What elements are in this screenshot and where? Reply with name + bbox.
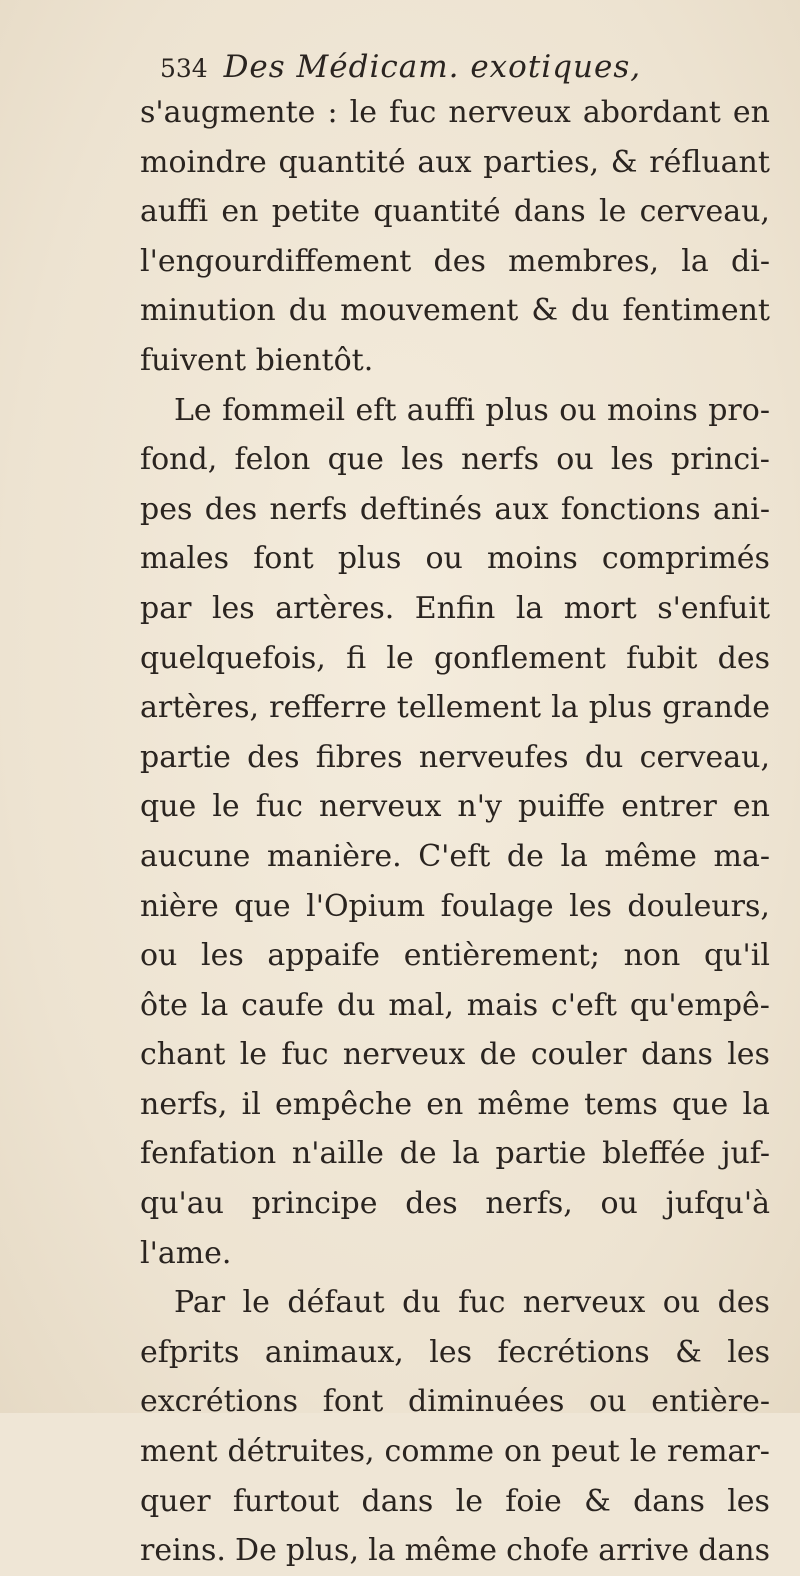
word: ou xyxy=(559,392,597,428)
word: le xyxy=(242,1285,270,1321)
word: Par xyxy=(174,1285,226,1321)
word: C'eft xyxy=(418,838,491,874)
word: fi xyxy=(346,640,367,676)
word: quantité xyxy=(278,144,406,180)
word: manière. xyxy=(266,838,402,874)
word: le xyxy=(212,789,240,825)
word: les xyxy=(401,442,444,478)
word: fommeil xyxy=(222,392,346,428)
word: en xyxy=(221,194,259,230)
word: pro- xyxy=(708,392,770,428)
word: des xyxy=(405,1186,458,1222)
word: moindre xyxy=(140,144,267,180)
word: nerfs xyxy=(461,442,540,478)
word: grande xyxy=(662,690,770,726)
text-line xyxy=(140,733,770,783)
word: di- xyxy=(731,243,770,279)
word: cerveau, xyxy=(639,194,770,230)
word: Enfin xyxy=(414,590,496,626)
word: les xyxy=(569,888,612,924)
text-line xyxy=(140,534,770,584)
word: du xyxy=(571,293,610,329)
word: abordant xyxy=(582,95,721,130)
word: en xyxy=(732,95,770,130)
word: dans xyxy=(633,1483,705,1519)
word: le xyxy=(239,1037,268,1073)
word: foie xyxy=(505,1483,562,1519)
word: quantité xyxy=(373,194,501,230)
word: que xyxy=(327,442,384,478)
word: auffi xyxy=(406,392,475,428)
text-line xyxy=(140,88,770,138)
word: les xyxy=(727,1334,770,1370)
page-number: 534 xyxy=(160,54,208,83)
word: que xyxy=(234,888,291,924)
word: Le xyxy=(174,392,212,428)
text-line xyxy=(140,1129,770,1179)
word: partie xyxy=(140,739,231,775)
word: aux xyxy=(417,144,472,180)
word: remar- xyxy=(667,1434,770,1470)
text-line xyxy=(140,782,770,832)
word: membres, xyxy=(508,243,660,279)
word: ôte xyxy=(140,987,188,1023)
text-line xyxy=(140,1030,770,1080)
text-line xyxy=(140,683,770,733)
word: n'y xyxy=(457,789,502,825)
word: tellement xyxy=(396,690,542,726)
word: détruites, xyxy=(227,1434,375,1470)
word: comme xyxy=(384,1434,495,1470)
text-line xyxy=(140,981,770,1031)
word: la xyxy=(452,1136,480,1172)
word: des xyxy=(717,1285,770,1321)
word: mort xyxy=(563,590,637,626)
word: chofe xyxy=(506,1533,590,1569)
word: le xyxy=(386,640,414,676)
word: les xyxy=(610,442,654,478)
word: l'engourdiffement xyxy=(140,243,412,279)
text-line xyxy=(140,832,770,882)
word: peut xyxy=(551,1434,620,1470)
word: plus xyxy=(485,392,549,428)
word: de xyxy=(479,1037,517,1073)
word: nerfs, xyxy=(140,1086,228,1122)
word: principe xyxy=(251,1186,378,1222)
word: dans xyxy=(361,1483,434,1519)
word: nerveufes xyxy=(418,739,569,775)
text-line xyxy=(140,435,770,485)
word: même xyxy=(404,1533,498,1569)
word: même xyxy=(604,838,697,874)
word: des xyxy=(247,739,300,775)
word: ou xyxy=(556,442,594,478)
word: des xyxy=(717,640,770,676)
word: & xyxy=(531,293,559,329)
running-title: Des Médicam. exotiques, xyxy=(223,49,642,85)
word: diminuées xyxy=(408,1384,565,1420)
word: les xyxy=(727,1483,770,1519)
word: la xyxy=(681,243,709,279)
word: appaife xyxy=(267,938,381,974)
word: font xyxy=(253,541,314,577)
word: & xyxy=(584,1483,611,1519)
word: l'ame. xyxy=(140,1235,232,1271)
word: moins xyxy=(486,541,578,577)
word: artères. xyxy=(275,590,395,626)
word: plus xyxy=(588,690,653,726)
word: les xyxy=(211,590,255,626)
word: les xyxy=(201,938,244,974)
word: des xyxy=(204,491,258,527)
word: cerveau, xyxy=(639,739,770,775)
word: de xyxy=(399,1136,437,1172)
word: males xyxy=(140,541,230,577)
word: empêche xyxy=(275,1086,413,1122)
word: comprimés xyxy=(601,541,770,577)
word: ou xyxy=(140,938,178,974)
word: il xyxy=(241,1086,261,1122)
word: le xyxy=(349,95,378,130)
word: le xyxy=(598,194,627,230)
word: douleurs, xyxy=(627,888,770,924)
word: dans xyxy=(641,1037,713,1073)
word: De xyxy=(235,1533,277,1569)
word: minution xyxy=(140,293,276,329)
word: que xyxy=(671,1086,729,1122)
word: foulage xyxy=(440,888,554,924)
word: que xyxy=(140,789,197,825)
word: reins. xyxy=(140,1533,226,1569)
word: font xyxy=(322,1384,384,1420)
word: animaux, xyxy=(264,1334,404,1370)
text-line xyxy=(140,1526,770,1576)
word: fenfation xyxy=(140,1136,277,1172)
text-line xyxy=(140,584,770,634)
word: quelquefois, xyxy=(140,640,326,676)
word: : xyxy=(327,95,338,130)
word: par xyxy=(140,590,192,626)
text-line xyxy=(140,1080,770,1130)
word: couler xyxy=(530,1037,627,1073)
text-line xyxy=(140,187,770,237)
word: ou xyxy=(425,541,463,577)
word: ou xyxy=(589,1384,627,1420)
word: plus, xyxy=(285,1533,359,1569)
word: & xyxy=(675,1334,702,1370)
word: puiffe xyxy=(518,789,606,825)
word: pes xyxy=(140,491,193,527)
word: chant xyxy=(140,1037,226,1073)
word: princi- xyxy=(670,442,770,478)
word: aucune xyxy=(140,838,251,874)
word: nerveux xyxy=(522,1285,646,1321)
body-text xyxy=(140,88,770,1576)
word: de xyxy=(506,838,544,874)
word: les xyxy=(429,1334,472,1370)
word: entièrement; xyxy=(403,938,600,974)
text-line xyxy=(140,931,770,981)
word: partie xyxy=(495,1136,587,1172)
word: réfluant xyxy=(649,144,770,180)
word: dans xyxy=(698,1533,770,1569)
word: ou xyxy=(662,1285,701,1321)
word: en xyxy=(426,1086,464,1122)
word: nerveux xyxy=(342,1037,466,1073)
text-line xyxy=(140,336,770,386)
word: n'aille xyxy=(291,1136,384,1172)
running-header xyxy=(160,44,760,90)
word: du xyxy=(288,293,328,329)
word: refferre xyxy=(269,690,387,726)
word: arrive xyxy=(598,1533,690,1569)
word: qu'il xyxy=(703,938,770,974)
word: même xyxy=(477,1086,570,1122)
word: excrétions xyxy=(140,1384,298,1420)
word: du xyxy=(402,1285,441,1321)
word: bientôt. xyxy=(255,342,374,378)
word: ma- xyxy=(713,838,770,874)
word: mouvement xyxy=(340,293,519,329)
word: nerfs, xyxy=(485,1186,573,1222)
text-line xyxy=(140,1278,770,1328)
word: les xyxy=(727,1037,770,1073)
word: fubit xyxy=(626,640,698,676)
word: nerveux xyxy=(319,789,442,825)
text-line xyxy=(140,485,770,535)
word: fuivent xyxy=(140,342,256,378)
word: petite xyxy=(271,194,361,230)
word: plus xyxy=(337,541,402,577)
word: bleffée xyxy=(602,1136,706,1172)
word: artères, xyxy=(140,690,260,726)
word: mal, xyxy=(388,987,454,1023)
word: fuc xyxy=(281,1037,329,1073)
text-line xyxy=(140,386,770,436)
word: le xyxy=(629,1434,658,1470)
word: défaut xyxy=(287,1285,385,1321)
word: & xyxy=(610,144,638,180)
text-line xyxy=(140,286,770,336)
word: l'Opium xyxy=(306,888,426,924)
word: aux xyxy=(494,491,549,527)
word: fonctions xyxy=(560,491,701,527)
word: ani- xyxy=(713,491,770,527)
word: la xyxy=(742,1086,770,1122)
word: nière xyxy=(140,888,219,924)
text-line xyxy=(140,1328,770,1378)
text-line xyxy=(140,1179,770,1229)
word: s'augmente xyxy=(140,95,316,130)
word: deftinés xyxy=(359,491,482,527)
word: tems xyxy=(584,1086,658,1122)
word: fuc xyxy=(255,789,303,825)
word: en xyxy=(732,789,770,825)
word: fentiment xyxy=(622,293,770,329)
word: la xyxy=(200,987,229,1023)
word: parties, xyxy=(483,144,600,180)
word: c'eft xyxy=(551,987,617,1023)
word: la xyxy=(368,1533,396,1569)
word: eft xyxy=(355,392,397,428)
word: des xyxy=(433,243,486,279)
text-line xyxy=(140,1477,770,1527)
word: nerveux xyxy=(448,95,571,130)
word: felon xyxy=(234,442,311,478)
word: auffi xyxy=(140,194,209,230)
word: quer xyxy=(140,1483,211,1519)
text-line xyxy=(140,138,770,188)
word: entière- xyxy=(651,1384,770,1420)
word: la xyxy=(560,838,588,874)
text-line xyxy=(140,1377,770,1427)
text-line xyxy=(140,882,770,932)
word: dans xyxy=(513,194,586,230)
word: mais xyxy=(466,987,539,1023)
word: fuc xyxy=(458,1285,506,1321)
word: ment xyxy=(140,1434,218,1470)
word: la xyxy=(515,590,544,626)
word: s'enfuit xyxy=(657,590,770,626)
word: juf- xyxy=(721,1136,770,1172)
word: du xyxy=(584,739,624,775)
word: nerfs xyxy=(269,491,348,527)
word: efprits xyxy=(140,1334,240,1370)
text-line xyxy=(140,1427,770,1477)
word: fond, xyxy=(140,442,218,478)
word: ou xyxy=(600,1186,638,1222)
text-line xyxy=(140,634,770,684)
word: qu'empê- xyxy=(629,987,770,1023)
word: le xyxy=(455,1483,483,1519)
word: gonflement xyxy=(433,640,606,676)
word: la xyxy=(551,690,579,726)
word: jufqu'à xyxy=(665,1186,770,1222)
word: entrer xyxy=(621,789,717,825)
word: non xyxy=(623,938,681,974)
word: fibres xyxy=(315,739,403,775)
word: fuc xyxy=(389,95,437,130)
word: moins xyxy=(607,392,698,428)
text-line xyxy=(140,1229,770,1279)
word: du xyxy=(336,987,376,1023)
word: on xyxy=(504,1434,542,1470)
text-line xyxy=(140,237,770,287)
word: fecrétions xyxy=(497,1334,650,1370)
word: qu'au xyxy=(140,1186,224,1222)
word: furtout xyxy=(232,1483,340,1519)
word: caufe xyxy=(241,987,325,1023)
